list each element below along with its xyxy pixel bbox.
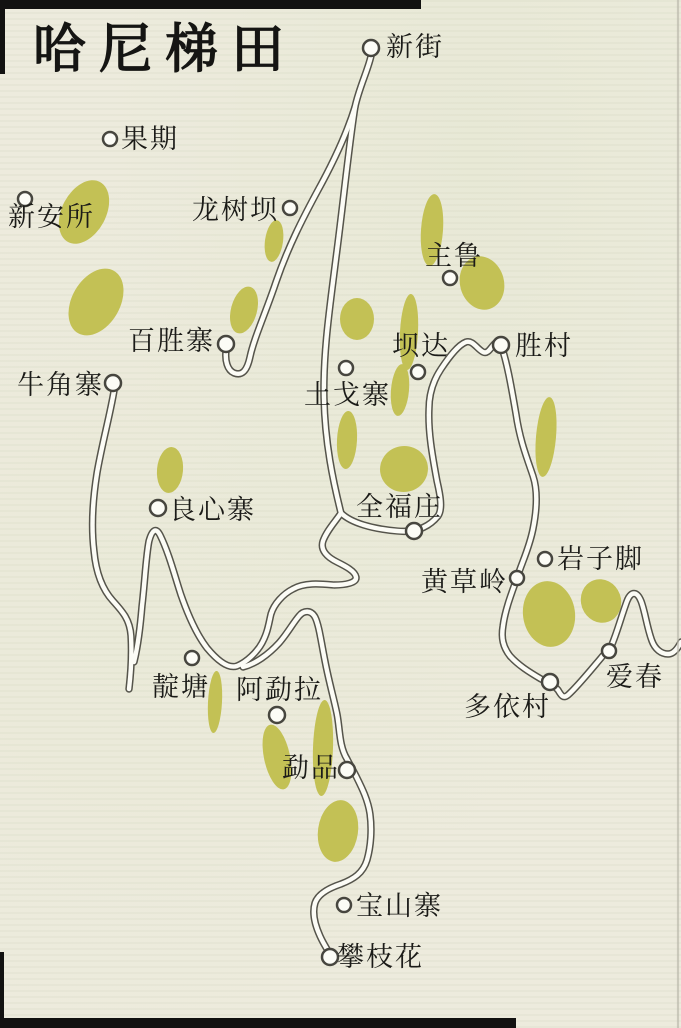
frame-bar — [0, 1018, 516, 1028]
village-marker-liangxinzhai — [150, 500, 166, 516]
village-marker-quanfuzhuang — [406, 523, 422, 539]
terrace-patch — [533, 396, 560, 477]
terrace-patch — [376, 442, 431, 496]
village-marker-mengpin — [339, 762, 355, 778]
village-markers-layer — [18, 40, 616, 965]
village-label-liangxinzhai: 良心寨 — [169, 495, 256, 525]
terrace-patch — [314, 798, 362, 865]
village-label-shengcun: 胜村 — [515, 331, 573, 361]
terrace-patch — [335, 411, 358, 470]
village-marker-tugezhai — [339, 361, 353, 375]
village-label-mengpin: 勐品 — [282, 753, 340, 783]
village-marker-diantang — [185, 651, 199, 665]
frame-bar — [0, 0, 421, 9]
village-label-quanfuzhuang: 全福庄 — [356, 492, 443, 522]
village-label-duoyicun: 多依村 — [464, 692, 551, 722]
terrace-patch — [57, 259, 135, 345]
village-label-yanzijiao: 岩子脚 — [557, 544, 644, 574]
village-label-panzhihua: 攀枝花 — [337, 942, 424, 972]
village-label-niujiaozhai: 牛角寨 — [17, 370, 104, 400]
village-marker-baishengzhai — [218, 336, 234, 352]
village-marker-baoshanzhai — [337, 898, 351, 912]
village-marker-duoyicun — [542, 674, 558, 690]
village-marker-niujiaozhai — [105, 375, 121, 391]
village-marker-aichun — [602, 644, 616, 658]
village-label-tugezhai: 土戈寨 — [304, 380, 391, 410]
village-marker-panzhihua — [322, 949, 338, 965]
village-label-guoqi: 果期 — [121, 124, 179, 154]
village-marker-yanzijiao — [538, 552, 552, 566]
terrace-patch — [340, 298, 374, 340]
village-marker-amengla — [269, 707, 285, 723]
frame-bar — [0, 952, 4, 1028]
village-label-xinjie: 新街 — [386, 32, 444, 62]
village-label-amengla: 阿勐拉 — [236, 675, 323, 705]
village-marker-bada — [411, 365, 425, 379]
village-marker-huangcaoling — [510, 571, 524, 585]
village-label-baishengzhai: 百胜寨 — [128, 326, 215, 356]
village-marker-shengcun — [493, 337, 509, 353]
village-marker-zhulu — [443, 271, 457, 285]
village-marker-guoqi — [103, 132, 117, 146]
road-niujiaozhai-casing — [93, 391, 132, 689]
village-label-zhulu: 主鲁 — [425, 241, 483, 271]
village-label-bada: 坝达 — [392, 331, 450, 361]
map-title: 哈尼梯田 — [33, 20, 297, 79]
village-label-aichun: 爱春 — [606, 662, 664, 692]
village-marker-xinjie — [363, 40, 379, 56]
village-label-longshuba: 龙树坝 — [192, 195, 279, 225]
village-label-diantang: 靛塘 — [152, 672, 210, 702]
village-label-xinansuo: 新安所 — [8, 202, 95, 232]
terrace-patch — [389, 363, 411, 416]
frame-bar — [0, 0, 5, 74]
village-label-baoshanzhai: 宝山寨 — [356, 891, 443, 921]
village-label-huangcaoling: 黄草岭 — [421, 567, 508, 597]
village-marker-longshuba — [283, 201, 297, 215]
road-niujiaozhai — [93, 391, 132, 689]
terrace-patch — [519, 578, 580, 651]
terrace-patch — [155, 446, 185, 494]
